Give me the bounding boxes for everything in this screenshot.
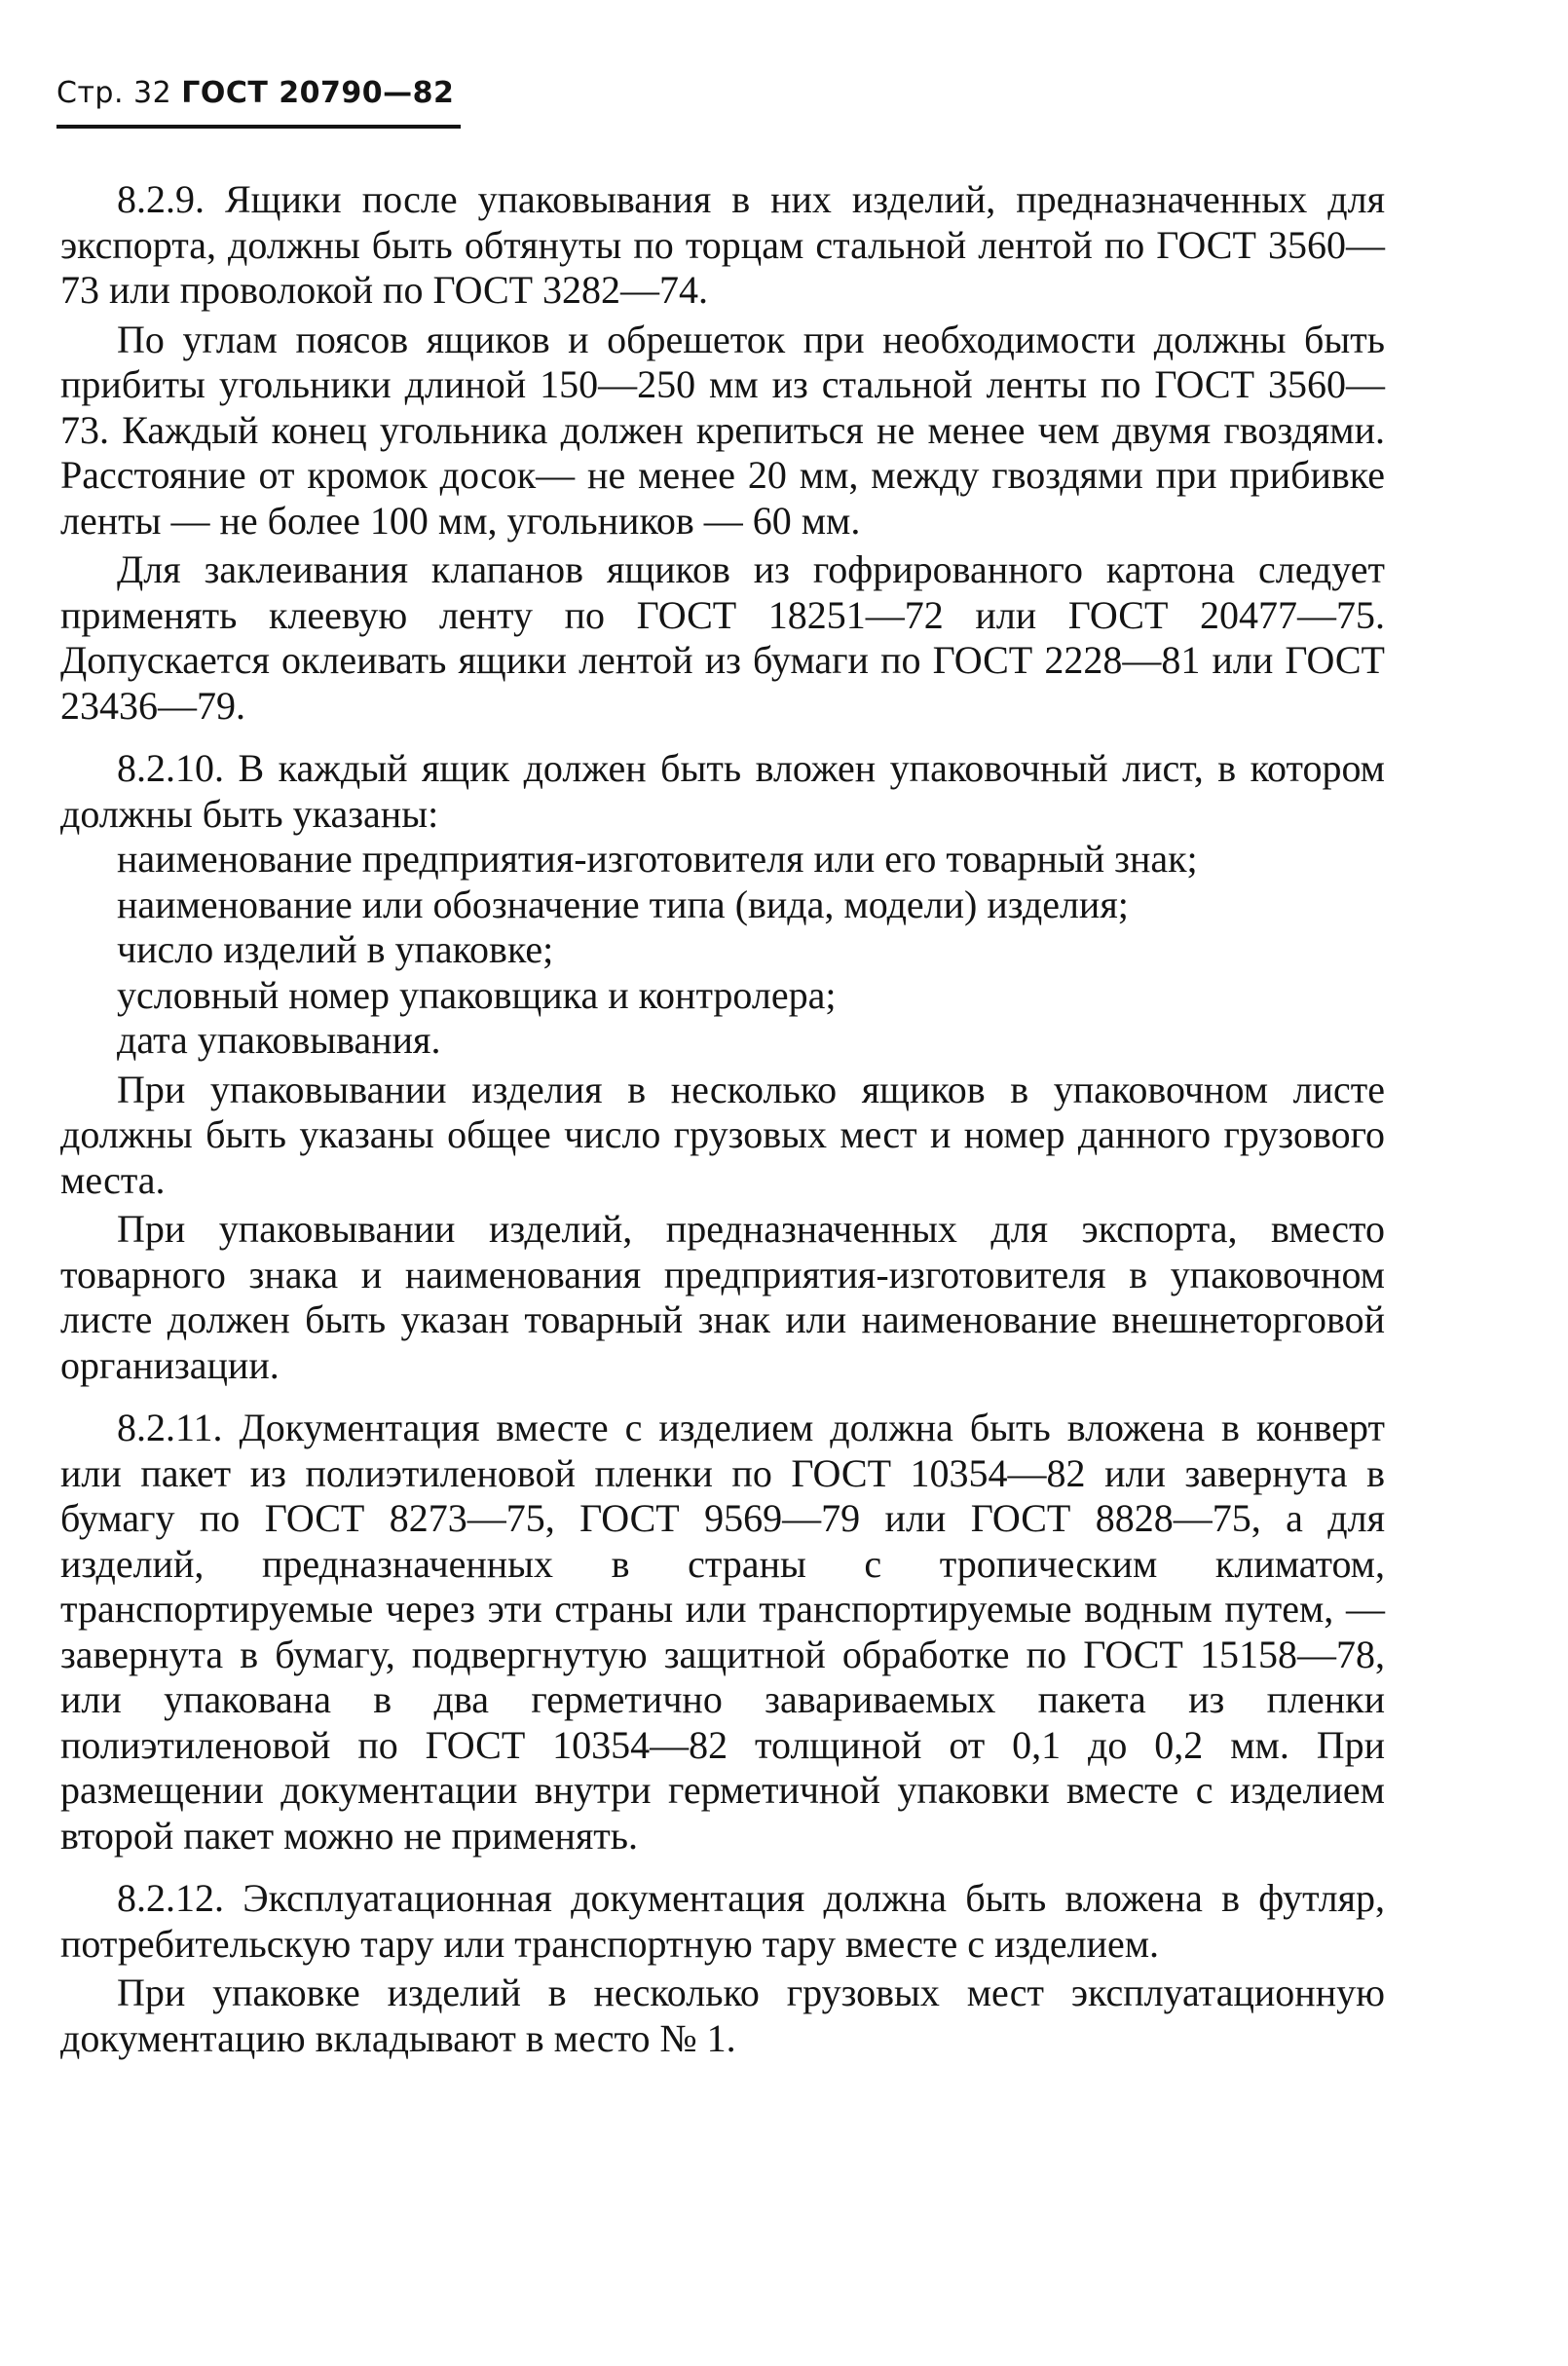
list-item: наименование предприятия-изготовителя или его товарный знак;: [117, 837, 1198, 881]
list-item: число изделий в упаковке;: [117, 927, 554, 971]
clause-8-2-9-corners: По углам поясов ящиков и обрешеток при необходимости должны быть прибиты угольники длиной 150—250 мм из стальной ленты по ГОСТ 3560—73. Каждый конец угольника должен крепиться не менее чем двумя гвоздями. Расстояние от кромок досок— не менее 20 мм, между гвоздями при прибивке ленты — не более 100 мм, угольников — 60 мм.: [60, 317, 1385, 543]
list-item: условный номер упаковщика и контролера;: [117, 972, 837, 1017]
clause-8-2-9-gluing: Для заклеивания клапанов ящиков из гофрированного картона следует применять клеевую ленту по ГОСТ 18251—72 или ГОСТ 20477—75. Допускается оклеивать ящики лентой из бумаги по ГОСТ 2228—81 или ГОСТ 23436—79.: [60, 547, 1385, 728]
clause-8-2-10-multiple-boxes: При упаковывании изделия в несколько ящиков в упаковочном листе должны быть указаны общее число грузовых мест и номер данного грузового места.: [60, 1067, 1385, 1202]
clause-8-2-9: 8.2.9. Ящики после упаковывания в них изделий, предназначенных для экспорта, должны быть обтянуты по торцам стальной лентой по ГОСТ 3560—73 или проволокой по ГОСТ 3282—74.: [60, 177, 1385, 312]
standard-designation: ГОСТ 20790—82: [181, 76, 455, 110]
clause-8-2-11: 8.2.11. Документация вместе с изделием должна быть вложена в конверт или пакет из полиэтиленовой пленки по ГОСТ 10354—82 или завернута в бумагу по ГОСТ 8273—75, ГОСТ 9569—79 или ГОСТ 8828—75, а для изделий, предназначенных в страны с тропическим климатом, транспортируемые через эти страны или транспортируемые водным путем, — завернута в бумагу, подвергнутую защитной обработке по ГОСТ 15158—78, или упакована в два герметично завариваемых пакета из пленки полиэтиленовой по ГОСТ 10354—82 толщиной от 0,1 до 0,2 мм. При размещении документации внутри герметичной упаковки вместе с изделием второй пакет можно не применять.: [60, 1406, 1385, 1858]
clause-8-2-12-multiple-places: При упаковке изделий в несколько грузовых мест эксплуатационную документацию вкладывают в место № 1.: [60, 1971, 1385, 2060]
page-number: Стр. 32: [56, 76, 172, 110]
clause-8-2-12: 8.2.12. Эксплуатационная документация должна быть вложена в футляр, потребительскую тару или транспортную тару вместе с изделием.: [60, 1876, 1385, 1966]
document-body: [60, 177, 1385, 2061]
page-header: [56, 76, 454, 110]
list-item: дата упаковывания.: [117, 1018, 441, 1062]
header-rule: [56, 125, 461, 129]
clause-8-2-10: 8.2.10. В каждый ящик должен быть вложен упаковочный лист, в котором должны быть указаны:: [60, 746, 1385, 836]
list-item: наименование или обозначение типа (вида, модели) изделия;: [117, 882, 1129, 926]
clause-8-2-10-export: При упаковывании изделий, предназначенных для экспорта, вместо товарного знака и наименования предприятия-изготовителя в упаковочном листе должен быть указан товарный знак или наименование внешнеторговой организации.: [60, 1207, 1385, 1387]
